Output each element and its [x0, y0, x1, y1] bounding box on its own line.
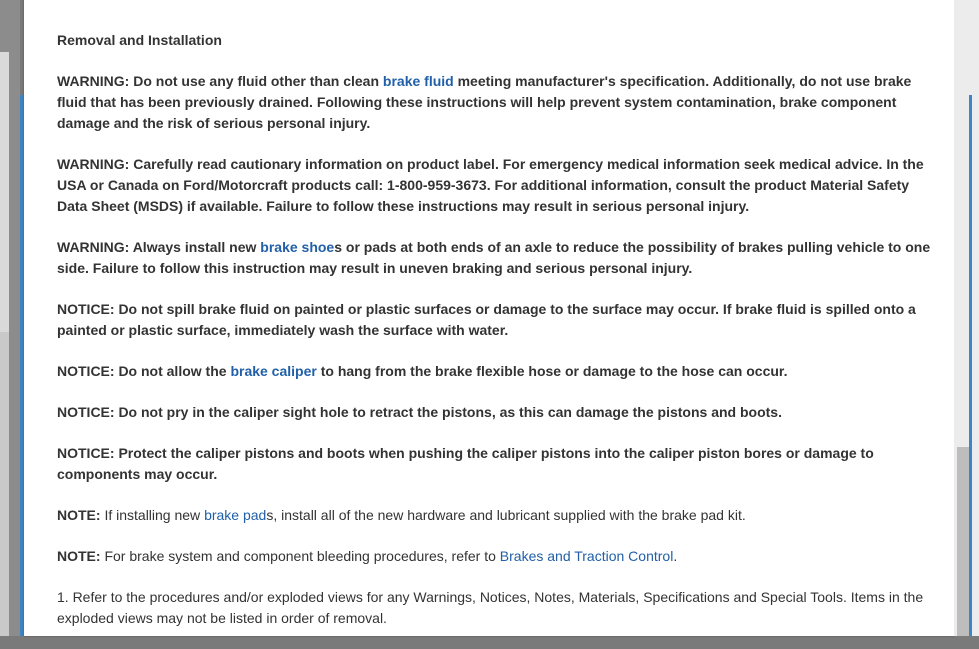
- warning-text-pre: WARNING: Always install new: [57, 239, 261, 255]
- note-text-pre: If installing new: [100, 507, 205, 523]
- link-brake-fluid[interactable]: brake fluid: [382, 73, 454, 89]
- right-accent-strip: [969, 95, 972, 636]
- notice-brake-fluid-spill: NOTICE: Do not spill brake fluid on painted or plastic surfaces or damage to the surface may occur. If brake fluid is spilled onto a painted or plastic surface, immediately wash the surface with water.: [57, 301, 916, 338]
- notice-sight-hole: NOTICE: Do not pry in the caliper sight hole to retract the pistons, as this can damage the pistons and boots.: [57, 404, 782, 420]
- warning-brake-shoes: [57, 237, 941, 279]
- procedure-content: [57, 30, 941, 649]
- right-scrollbar-thumb[interactable]: [957, 447, 969, 636]
- warning-text-post: s or pads at both ends of an axle to reduce the possibility of brakes pulling vehicle to one side. Failure to follow this instruction may result in uneven braking and serious personal injury.: [57, 239, 931, 276]
- notice-protect-pistons: NOTICE: Protect the caliper pistons and boots when pushing the caliper pistons into the caliper piston bores or damage to components may occur.: [57, 445, 874, 482]
- left-accent-strip: [20, 95, 23, 636]
- link-brakes-traction-control[interactable]: Brakes and Traction Control: [499, 548, 674, 564]
- left-scrollbar-thumb[interactable]: [0, 52, 9, 332]
- warning-brake-fluid: [57, 71, 941, 134]
- warning-text-post: meeting manufacturer's specification. Additionally, do not use brake fluid that has been previously drained. Following these instructions will help prevent system contamination, brake component damage and the risk of serious personal injury.: [57, 73, 912, 131]
- link-brake-shoe[interactable]: brake shoe: [260, 239, 335, 255]
- section-title: Removal and Installation: [57, 32, 222, 48]
- step-1: 1. Refer to the procedures and/or exploded views for any Warnings, Notices, Notes, Materials, Specifications and Special Tools. Items in the exploded views may not be listed in order of removal.: [57, 589, 924, 626]
- notice-caliper-hang: [57, 361, 941, 382]
- note-text-post: s, install all of the new hardware and lubricant supplied with the brake pad kit.: [266, 507, 746, 523]
- note-text-pre: For brake system and component bleeding procedures, refer to: [100, 548, 500, 564]
- warning-product-label: WARNING: Carefully read cautionary information on product label. For emergency medical information seek medical advice. In the USA or Canada on Ford/Motorcraft products call: 1-800-959-3673. For additional information, consult the product Material Safety Data Sheet (MSDS) if available. Failure to follow these instructions may result in serious personal injury.: [57, 156, 924, 214]
- note-brake-pads: [57, 505, 941, 526]
- link-brake-pad[interactable]: brake pad: [204, 507, 267, 523]
- warning-text-pre: WARNING: Do not use any fluid other than clean: [57, 73, 383, 89]
- note-text-post: .: [673, 548, 678, 564]
- link-brake-caliper[interactable]: brake caliper: [230, 363, 317, 379]
- note-label: NOTE:: [57, 548, 101, 564]
- note-label: NOTE:: [57, 507, 101, 523]
- notice-text-pre: NOTICE: Do not allow the: [57, 363, 231, 379]
- note-bleeding: [57, 546, 941, 567]
- notice-text-post: to hang from the brake flexible hose or damage to the hose can occur.: [316, 363, 788, 379]
- document-panel: [24, 0, 954, 636]
